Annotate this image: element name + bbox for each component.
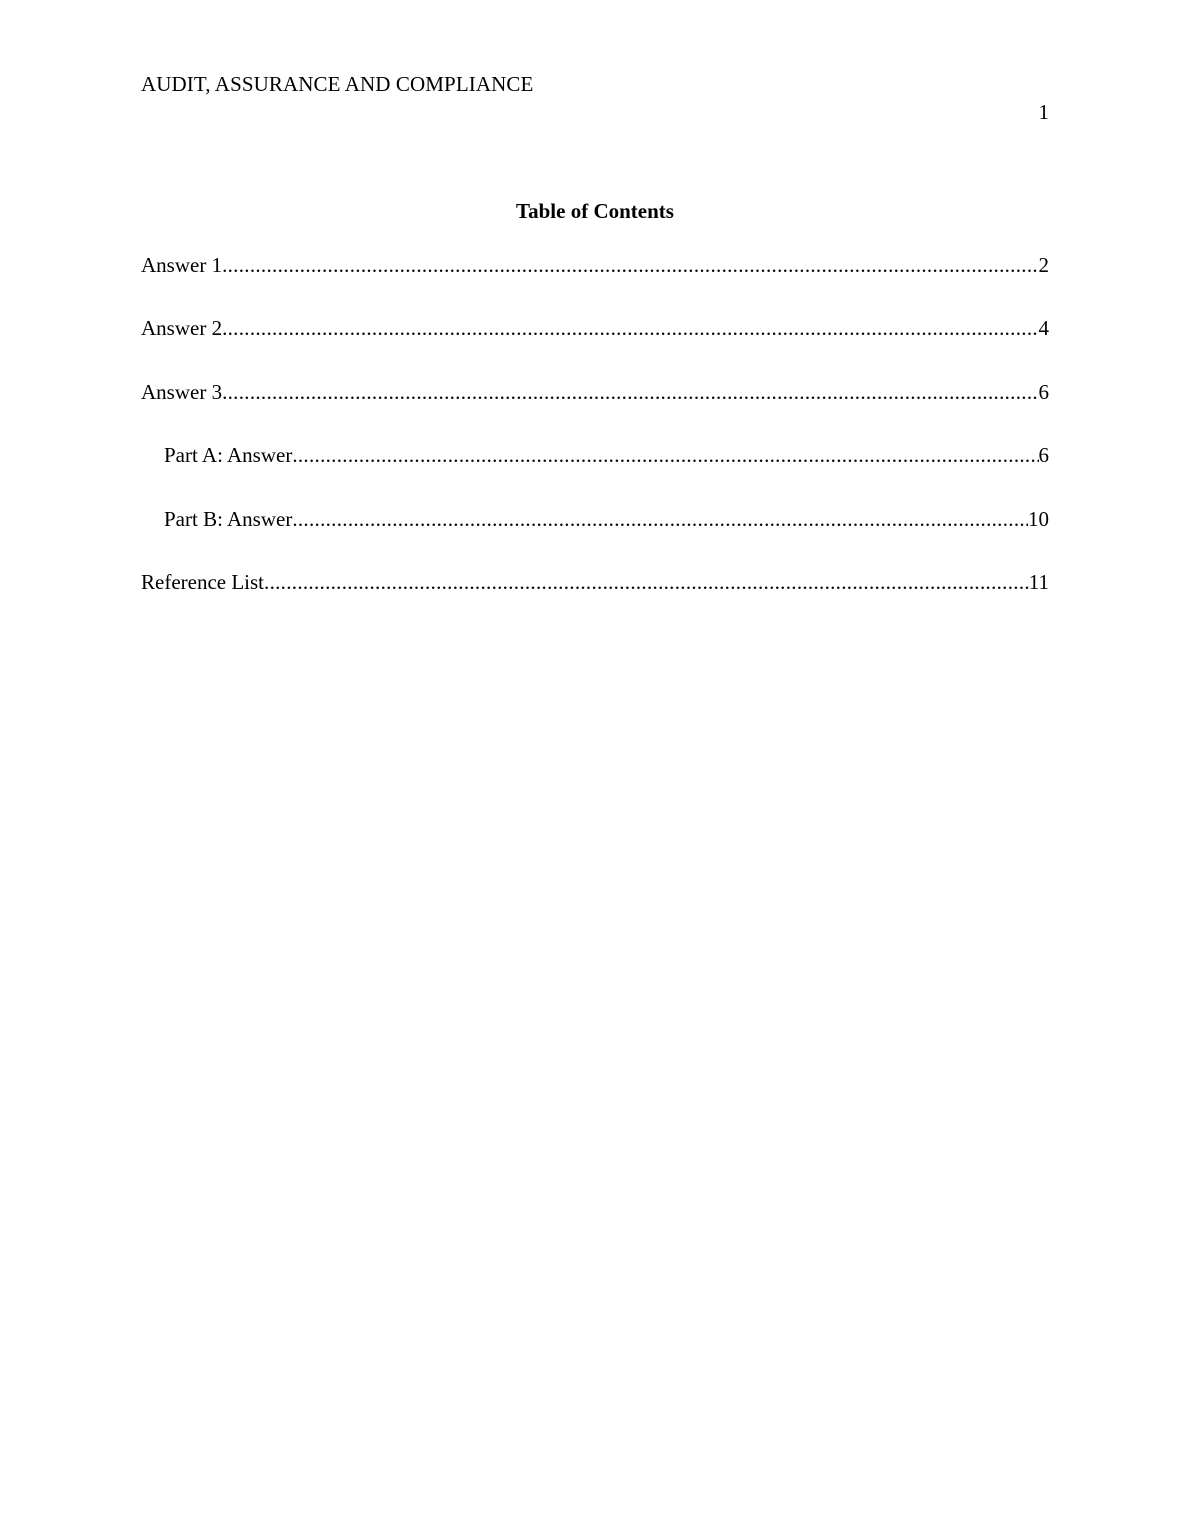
- toc-dot-leader: [264, 569, 1029, 595]
- toc-entry-part-a[interactable]: [141, 442, 1049, 505]
- toc-entry-page: 2: [1038, 253, 1049, 277]
- toc-entry-label: Answer 1: [141, 253, 223, 277]
- toc-entry-answer-2[interactable]: [141, 315, 1049, 378]
- toc-dot-leader: [292, 506, 1028, 532]
- toc-entry-part-b[interactable]: [141, 506, 1049, 569]
- toc-entry-label: Answer 3: [141, 379, 223, 404]
- toc-title: Table of Contents: [516, 199, 674, 223]
- toc-dot-leader: [222, 252, 1038, 278]
- toc-entry-label: Reference List: [141, 569, 265, 594]
- toc-entry-label: Answer 2: [141, 316, 223, 341]
- toc-dot-leader: [222, 379, 1038, 405]
- toc-entry-label: Part A: Answer: [164, 443, 293, 468]
- toc-entry-page: 6: [1038, 379, 1049, 404]
- toc-entry-page: 6: [1038, 443, 1049, 468]
- toc-entry-page: 4: [1038, 316, 1049, 341]
- toc-entry-answer-3[interactable]: [141, 379, 1049, 442]
- toc-entry-page: 11: [1028, 569, 1049, 594]
- toc-dot-leader: [292, 442, 1038, 468]
- toc-entry-label: Part B: Answer: [164, 506, 293, 531]
- toc-dot-leader: [222, 315, 1038, 341]
- table-of-contents: [141, 252, 1049, 632]
- toc-entry-page: 10: [1028, 506, 1049, 531]
- running-head: AUDIT, ASSURANCE AND COMPLIANCE: [141, 72, 534, 96]
- toc-entry-answer-1[interactable]: [141, 252, 1049, 315]
- toc-entry-reference-list[interactable]: [141, 569, 1049, 632]
- page-number: 1: [1038, 100, 1049, 124]
